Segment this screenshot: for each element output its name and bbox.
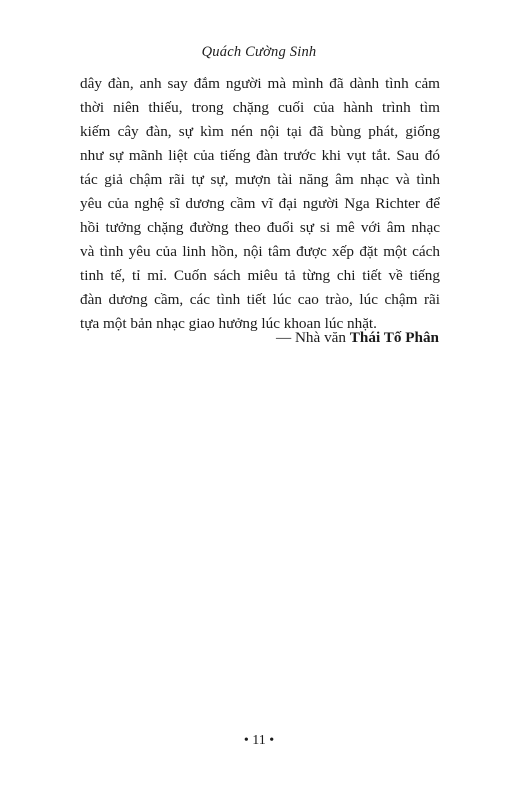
quote-paragraph [80,72,440,336]
paragraph-line: tinh tế, tỉ mỉ. Cuốn sách miêu tả từng chi tiết về tiếng [80,267,440,284]
attribution [276,326,439,350]
paragraph-line: như sự mãnh liệt của tiếng đàn trước khi vụt tắt. Sau đó [80,147,440,164]
paragraph-line: yêu của nghệ sĩ dương cầm vĩ đại người Nga Richter để [80,195,440,212]
paragraph-line: hồi tưởng chặng đường theo đuổi sự si mê với âm nhạc [80,219,440,236]
page-number: • 11 • [243,733,275,748]
paragraph-line: và tình yêu của linh hồn, nội tâm được xếp đặt một cách [80,243,440,260]
attribution-author-name: Thái Tố Phân [349,329,439,346]
paragraph-line: thời niên thiếu, trong chặng cuối của hành trình tìm [80,99,440,116]
attribution-prefix: — Nhà văn [275,329,350,346]
paragraph-line: tựa một bản nhạc giao hưởng lúc khoan lúc nhặt. [80,315,377,332]
paragraph-line: tác giả chậm rãi tự sự, mượn tài năng âm nhạc và tình [80,171,440,188]
running-head-author: Quách Cường Sinh [201,44,317,60]
paragraph-line: dây đàn, anh say đắm người mà mình đã dành tình cảm [80,75,440,92]
paragraph-line: đàn dương cầm, các tình tiết lúc cao trào, lúc chậm rãi [80,291,440,308]
paragraph-line: kiếm cây đàn, sự kìm nén nội tại đã bùng phát, giống [80,123,440,140]
